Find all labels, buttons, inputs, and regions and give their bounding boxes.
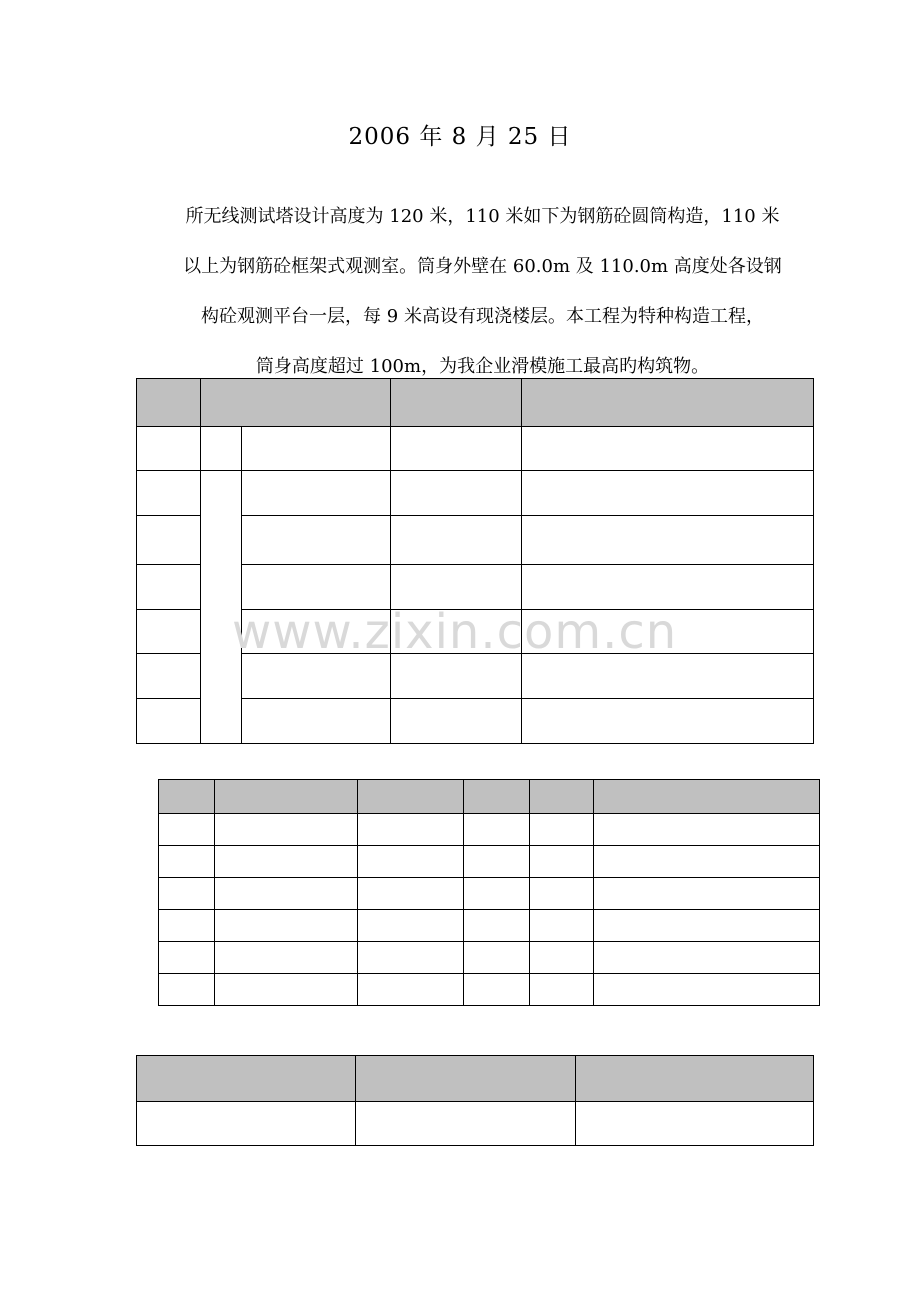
header-cell — [159, 780, 215, 814]
header-cell — [215, 780, 358, 814]
table-row — [137, 1102, 814, 1146]
table-row — [137, 427, 814, 471]
table-cell — [358, 814, 464, 846]
table-cell — [358, 910, 464, 942]
table-cell — [530, 910, 594, 942]
table-cell — [159, 878, 215, 910]
table-cell — [242, 565, 391, 610]
table-cell — [391, 654, 522, 699]
table-cell — [215, 846, 358, 878]
table-cell — [522, 471, 814, 516]
table-cell — [137, 1102, 356, 1146]
table-cell — [215, 942, 358, 974]
table-cell — [391, 699, 522, 744]
table-cell — [530, 974, 594, 1006]
table-cell — [358, 942, 464, 974]
table-cell — [391, 471, 522, 516]
table-cell — [159, 974, 215, 1006]
table-cell — [594, 942, 820, 974]
table-cell — [522, 610, 814, 654]
table-row — [137, 471, 814, 516]
table-cell — [201, 427, 242, 471]
header-cell — [201, 379, 391, 427]
table-1 — [136, 378, 814, 744]
table-cell — [358, 846, 464, 878]
table-cell — [242, 610, 391, 654]
table-header-row — [137, 379, 814, 427]
table-cell — [159, 942, 215, 974]
table-cell — [215, 910, 358, 942]
table-cell — [594, 814, 820, 846]
table-cell — [391, 610, 522, 654]
table-cell — [530, 814, 594, 846]
intro-line: 构砼观测平台一层，每 9 米高设有现浇楼层。本工程为特种构造工程， — [201, 306, 764, 327]
table-cell — [242, 516, 391, 565]
merged-cell — [201, 471, 242, 744]
table-cell — [522, 427, 814, 471]
document-date: 2006 年 8 月 25 日 — [348, 124, 572, 150]
table-cell — [215, 974, 358, 1006]
table-cell — [159, 814, 215, 846]
table-cell — [137, 565, 201, 610]
table-cell — [530, 942, 594, 974]
table-cell — [137, 427, 201, 471]
table-cell — [242, 699, 391, 744]
table-cell — [137, 654, 201, 699]
table-row — [159, 942, 820, 974]
table-row — [159, 846, 820, 878]
table-cell — [522, 516, 814, 565]
table-cell — [356, 1102, 576, 1146]
table-row — [159, 878, 820, 910]
table-row — [159, 814, 820, 846]
table-cell — [594, 910, 820, 942]
table-cell — [358, 974, 464, 1006]
header-cell — [356, 1056, 576, 1102]
intro-line: 筒身高度超过 100m，为我企业滑模施工最高旳构筑物。 — [255, 356, 710, 377]
header-cell — [464, 780, 530, 814]
table-cell — [594, 878, 820, 910]
table-2 — [158, 779, 820, 1006]
table-cell — [530, 846, 594, 878]
table-cell — [391, 516, 522, 565]
table-cell — [159, 910, 215, 942]
table-cell — [137, 699, 201, 744]
table-cell — [215, 814, 358, 846]
table-cell — [137, 516, 201, 565]
header-cell — [137, 379, 201, 427]
table-header-row — [159, 780, 820, 814]
intro-line: 所无线测试塔设计高度为 120 米，110 米如下为钢筋砼圆筒构造，110 米 — [185, 206, 780, 227]
table-header-row — [137, 1056, 814, 1102]
header-cell — [594, 780, 820, 814]
table-row — [159, 974, 820, 1006]
header-cell — [137, 1056, 356, 1102]
table-cell — [464, 942, 530, 974]
header-cell — [358, 780, 464, 814]
table-cell — [464, 910, 530, 942]
table-cell — [358, 878, 464, 910]
table-cell — [464, 878, 530, 910]
table-cell — [137, 610, 201, 654]
table-cell — [242, 427, 391, 471]
table-cell — [137, 471, 201, 516]
table-cell — [530, 878, 594, 910]
table-cell — [391, 427, 522, 471]
header-cell — [530, 780, 594, 814]
header-cell — [391, 379, 522, 427]
table-cell — [522, 699, 814, 744]
table-cell — [594, 974, 820, 1006]
intro-line: 以上为钢筋砼框架式观测室。筒身外壁在 60.0m 及 110.0m 高度处各设钢 — [183, 256, 782, 277]
table-cell — [391, 565, 522, 610]
table-cell — [522, 654, 814, 699]
watermark: www.zixin.com.cn — [232, 604, 678, 660]
table-cell — [464, 814, 530, 846]
table-cell — [464, 974, 530, 1006]
table-cell — [242, 654, 391, 699]
header-cell — [576, 1056, 814, 1102]
intro-paragraph — [140, 192, 825, 392]
table-cell — [576, 1102, 814, 1146]
table-cell — [594, 846, 820, 878]
header-cell — [522, 379, 814, 427]
table-cell — [522, 565, 814, 610]
table-cell — [215, 878, 358, 910]
table-cell — [242, 471, 391, 516]
table-3 — [136, 1055, 814, 1146]
table-cell — [464, 846, 530, 878]
table-row — [159, 910, 820, 942]
table-cell — [159, 846, 215, 878]
